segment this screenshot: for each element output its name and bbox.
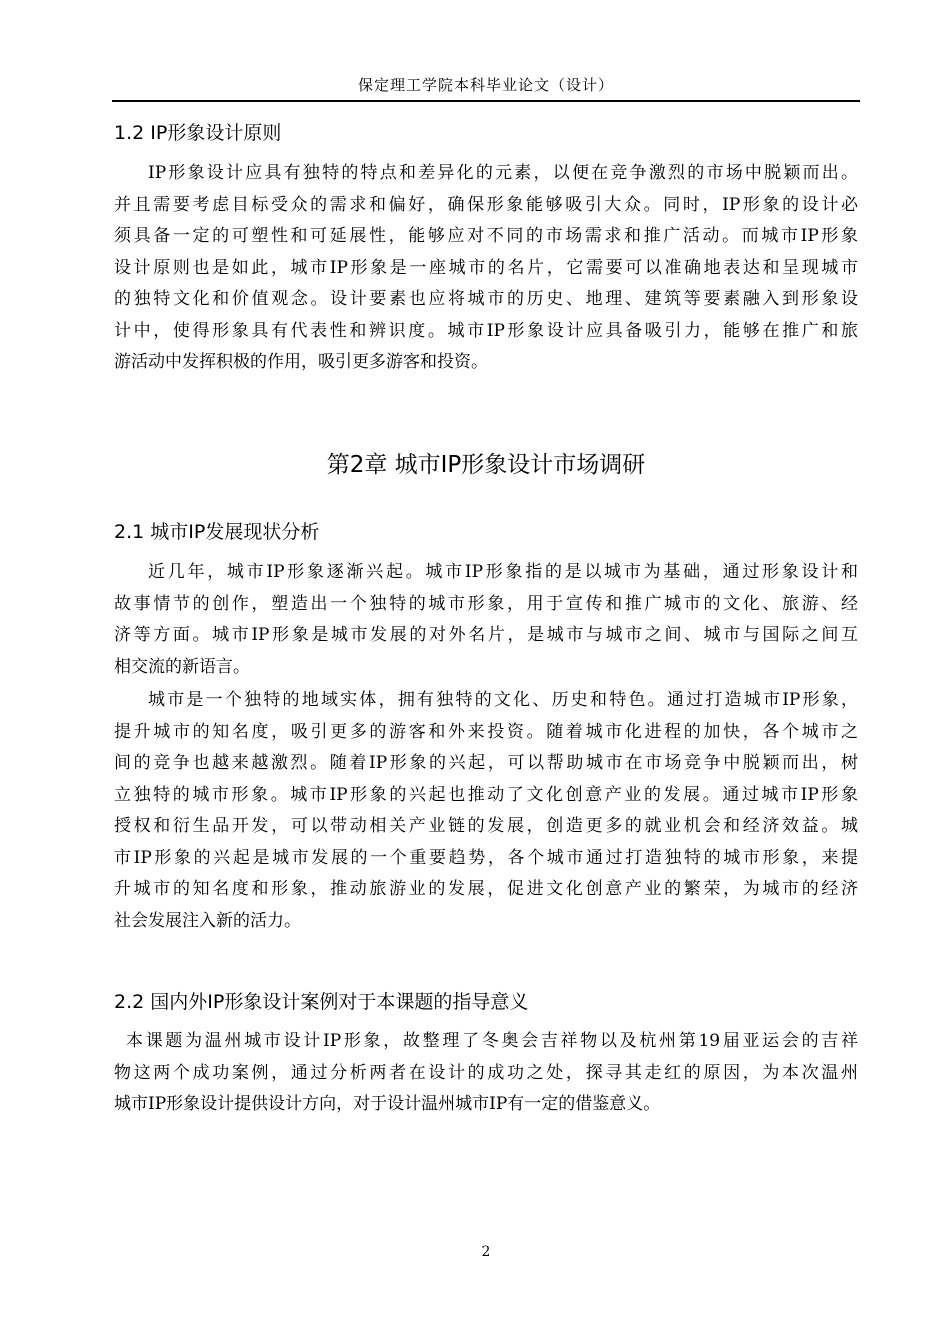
paragraph-line: 市IP形象的兴起是城市发展的一个重要趋势，各个城市通过打造独特的城市形象，来提 [114,847,858,868]
paragraph-line: 近几年，城市IP形象逐渐兴起。城市IP形象指的是以城市为基础，通过形象设计和 [148,562,858,582]
paragraph-line: 计中，使得形象具有代表性和辨识度。城市IP形象设计应具备吸引力，能够在推广和旅 [114,320,858,341]
paragraph-line: 立独特的城市形象。城市IP形象的兴起也推动了文化创意产业的发展。通过城市IP形象 [114,784,858,805]
paragraph-2-2 [114,1026,858,1121]
paragraph-line: 间的竞争也越来越激烈。随着IP形象的兴起，可以帮助城市在市场竞争中脱颖而出，树 [114,753,858,773]
paragraph-line: 设计原则也是如此，城市IP形象是一座城市的名片，它需要可以准确地表达和呈现城市 [114,257,858,278]
paragraph-2-1-a [114,557,858,683]
page-number: 2 [481,1244,491,1260]
paragraph-line: 社会发展注入新的活力。 [114,910,301,931]
header-rule [112,100,860,102]
paragraph-line: 相交流的新语言。 [114,656,250,677]
page-header: 保定理工学院本科毕业论文（设计） [357,76,614,94]
paragraph-line: 的独特文化和价值观念。设计要素也应将城市的历史、地理、建筑等要素融入到形象设 [114,289,858,309]
paragraph-line: 济等方面。城市IP形象是城市发展的对外名片，是城市与城市之间、城市与国际之间互 [114,625,858,645]
paragraph-line: 城市IP形象设计提供设计方向，对于设计温州城市IP有一定的借鉴意义。 [114,1094,661,1114]
chapter-heading: 第2章 城市IP形象设计市场调研 [326,452,646,478]
paragraph-line: 物这两个成功案例，通过分析两者在设计的成功之处，探寻其走红的原因，为本次温州 [114,1062,858,1083]
paragraph-2-1-b [114,685,858,937]
paragraph-line: IP形象设计应具有独特的特点和差异化的元素，以便在竞争激烈的市场中脱颖而出。 [148,163,858,183]
paragraph-line: 须具备一定的可塑性和可延展性，能够应对不同的市场需求和推广活动。而城市IP形象 [114,226,858,246]
paragraph-line: 提升城市的知名度，吸引更多的游客和外来投资。随着城市化进程的加快，各个城市之 [114,721,858,742]
paragraph-line: 本课题为温州城市设计IP形象，故整理了冬奥会吉祥物以及杭州第19届亚运会的吉祥 [126,1031,858,1051]
paragraph-1-2 [114,158,858,379]
paragraph-line: 故事情节的创作，塑造出一个独特的城市形象，用于宣传和推广城市的文化、旅游、经 [114,593,858,614]
paragraph-line: 授权和衍生品开发，可以带动相关产业链的发展，创造更多的就业机会和经济效益。城 [114,816,858,836]
paragraph-line: 并且需要考虑目标受众的需求和偏好，确保形象能够吸引大众。同时，IP形象的设计必 [114,194,858,215]
paragraph-line: 升城市的知名度和形象，推动旅游业的发展，促进文化创意产业的繁荣，为城市的经济 [114,879,858,899]
paragraph-line: 城市是一个独特的地域实体，拥有独特的文化、历史和特色。通过打造城市IP形象， [148,690,858,710]
section-heading-1-2: 1.2 IP形象设计原则 [114,122,282,144]
paragraph-line: 游活动中发挥积极的作用，吸引更多游客和投资。 [114,352,488,372]
section-heading-2-1: 2.1 城市IP发展现状分析 [114,521,320,543]
section-heading-2-2: 2.2 国内外IP形象设计案例对于本课题的指导意义 [114,991,529,1013]
